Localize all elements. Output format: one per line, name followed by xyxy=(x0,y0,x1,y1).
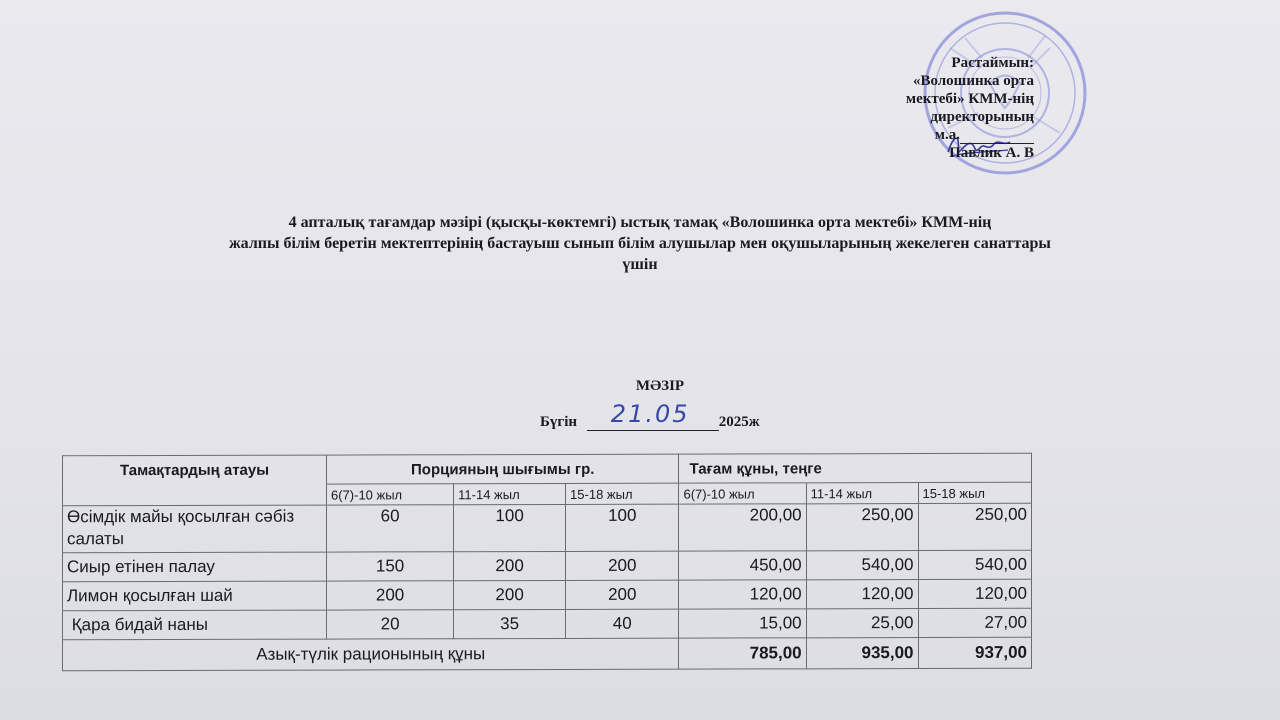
portion-cell: 60 xyxy=(327,505,454,552)
age-group-header: 6(7)-10 жыл xyxy=(679,483,806,504)
price-cell: 120,00 xyxy=(679,580,806,609)
date-year: 2025ж xyxy=(718,414,760,430)
price-cell: 250,00 xyxy=(918,503,1031,550)
total-label: Азық-түлік рационының құны xyxy=(63,638,679,671)
portion-cell: 150 xyxy=(327,552,454,581)
portion-cell: 200 xyxy=(454,551,566,580)
price-cell: 200,00 xyxy=(679,504,806,551)
total-cell: 935,00 xyxy=(806,638,918,669)
price-cell: 120,00 xyxy=(806,580,918,609)
age-group-header: 6(7)-10 жыл xyxy=(327,484,454,505)
date-blank xyxy=(587,400,719,431)
table-row xyxy=(63,503,1032,553)
approval-organization: мектебі» КММ-нің xyxy=(905,91,1034,107)
price-cell: 25,00 xyxy=(806,609,918,638)
portion-cell: 20 xyxy=(327,610,454,639)
dish-name: Лимон қосылған шай xyxy=(63,581,327,611)
handwritten-date: 21.05 xyxy=(610,400,690,428)
total-row xyxy=(63,637,1032,671)
portion-cell: 200 xyxy=(566,580,679,609)
portion-cell: 200 xyxy=(454,580,566,609)
approval-signature-line xyxy=(906,126,1034,144)
age-group-header: 11-14 жыл xyxy=(806,483,918,504)
approval-heading: Растаймын: xyxy=(951,55,1034,71)
price-cell: 120,00 xyxy=(918,579,1031,608)
table-row xyxy=(63,579,1032,611)
age-group-header: 15-18 жыл xyxy=(918,482,1031,503)
price-cell: 27,00 xyxy=(918,608,1031,637)
portion-cell: 200 xyxy=(566,551,679,580)
dish-name: Сиыр етінен палау xyxy=(63,552,327,582)
portion-cell: 40 xyxy=(566,609,679,638)
document-title xyxy=(40,212,1240,275)
portion-cell: 35 xyxy=(454,609,566,638)
age-group-header: 15-18 жыл xyxy=(566,483,679,504)
portion-cell: 100 xyxy=(566,504,679,551)
title-line-1: 4 апталық тағамдар мәзірі (қысқы-көктемгі) ыстық тамақ «Волошинка орта мектебі» КММ-нің xyxy=(288,214,992,231)
title-line-3: үшін xyxy=(622,256,658,273)
price-cell: 540,00 xyxy=(806,551,918,580)
price-cell: 450,00 xyxy=(679,551,806,580)
header-price: Тағам құны, теңге xyxy=(679,453,1032,483)
acting-abbrev: м.а. xyxy=(934,127,960,143)
price-cell: 540,00 xyxy=(918,550,1031,579)
price-cell: 15,00 xyxy=(679,609,806,638)
table-row xyxy=(63,608,1032,640)
approval-director-name: Павлик А. В xyxy=(949,145,1034,161)
total-cell: 785,00 xyxy=(679,638,806,669)
table-row xyxy=(63,550,1032,582)
title-line-2: жалпы білім беретін мектептерінің бастауыш сынып білім алушылар мен оқушыларының жекелеген санаттары xyxy=(229,235,1051,252)
portion-cell: 200 xyxy=(327,581,454,610)
date-line xyxy=(540,400,760,431)
approval-position: директорының xyxy=(930,109,1034,125)
dish-name: Қара бидай наны xyxy=(63,610,327,640)
dish-name: Өсімдік майы қосылған сәбіз салаты xyxy=(63,505,327,553)
date-prefix: Бүгін xyxy=(540,414,578,430)
portion-cell: 100 xyxy=(454,504,566,551)
price-cell: 250,00 xyxy=(806,504,918,551)
menu-table xyxy=(62,453,1032,672)
approval-block xyxy=(906,54,1034,162)
header-dish-name: Тамақтардың атауы xyxy=(63,455,327,506)
header-portion: Порцияның шығымы гр. xyxy=(327,454,679,484)
total-cell: 937,00 xyxy=(918,637,1031,668)
approval-school-name: «Волошинка орта xyxy=(912,73,1034,89)
age-group-header: 11-14 жыл xyxy=(454,483,566,504)
signature-blank xyxy=(960,129,1034,144)
menu-heading: МӘЗІР xyxy=(635,378,685,394)
